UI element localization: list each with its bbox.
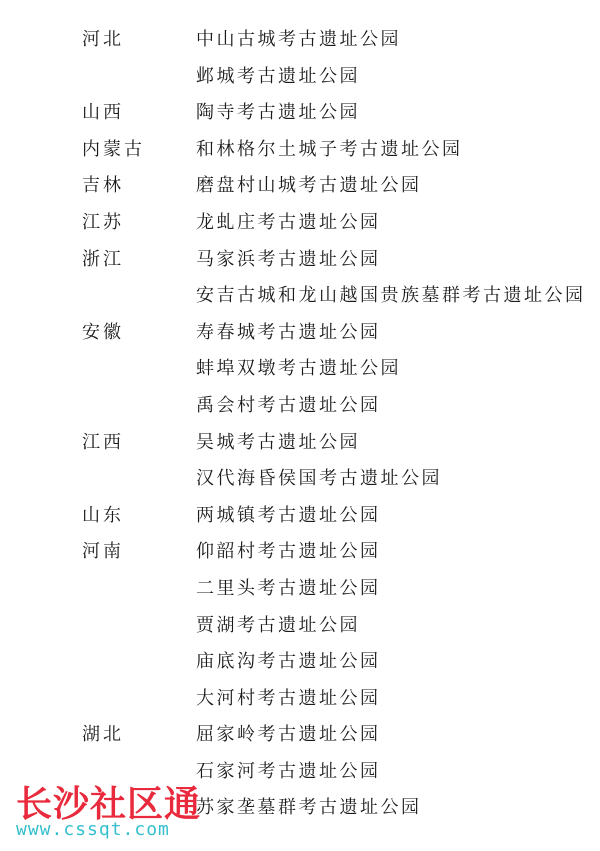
table-row (0, 717, 600, 754)
park-name-cell: 禹会村考古遗址公园 (196, 394, 381, 416)
table-row (0, 205, 600, 242)
park-name-cell: 蚌埠双墩考古遗址公园 (196, 358, 401, 380)
table-row (0, 608, 600, 645)
park-name-cell: 二里头考古遗址公园 (196, 577, 381, 599)
province-cell: 河北 (82, 29, 124, 50)
province-cell: 安徽 (82, 321, 124, 343)
table-row (0, 681, 600, 718)
province-cell: 江西 (82, 431, 124, 453)
watermark-title: 长沙社区通 (16, 784, 202, 825)
park-name-cell: 屈家岭考古遗址公园 (196, 724, 381, 746)
table-row (0, 351, 600, 388)
park-name-cell: 中山古城考古遗址公园 (196, 29, 401, 50)
table-row (0, 132, 600, 169)
table-row (0, 388, 600, 425)
province-cell: 湖北 (82, 724, 124, 746)
table-row (0, 95, 600, 132)
province-cell: 浙江 (82, 248, 124, 270)
province-cell: 吉林 (82, 175, 124, 197)
park-name-cell: 陶寺考古遗址公园 (196, 102, 360, 124)
province-cell: 河南 (82, 541, 124, 563)
table-row (0, 534, 600, 571)
table-row (0, 168, 600, 205)
park-name-cell: 大河村考古遗址公园 (196, 687, 381, 709)
park-list (0, 22, 600, 827)
park-name-cell: 龙虬庄考古遗址公园 (196, 211, 381, 233)
park-name-cell: 石家河考古遗址公园 (196, 760, 381, 782)
province-cell: 江苏 (82, 211, 124, 233)
table-row (0, 22, 600, 59)
park-name-cell: 汉代海昏侯国考古遗址公园 (196, 468, 442, 490)
park-name-cell: 安吉古城和龙山越国贵族墓群考古遗址公园 (196, 285, 586, 307)
park-name-cell: 贾湖考古遗址公园 (196, 614, 360, 636)
table-row (0, 461, 600, 498)
table-row (0, 498, 600, 535)
table-row (0, 59, 600, 96)
park-name-cell: 两城镇考古遗址公园 (196, 504, 381, 526)
park-name-cell: 庙底沟考古遗址公园 (196, 651, 381, 673)
watermark (8, 776, 248, 846)
table-row (0, 242, 600, 279)
park-name-cell: 寿春城考古遗址公园 (196, 321, 381, 343)
province-cell: 内蒙古 (82, 138, 145, 160)
park-name-cell: 苏家垄墓群考古遗址公园 (196, 797, 422, 819)
table-row (0, 644, 600, 681)
table-row (0, 571, 600, 608)
table-row (0, 278, 600, 315)
park-name-cell: 邺城考古遗址公园 (196, 65, 360, 87)
park-name-cell: 吴城考古遗址公园 (196, 431, 360, 453)
province-cell: 山东 (82, 504, 124, 526)
park-name-cell: 和林格尔土城子考古遗址公园 (196, 138, 463, 160)
park-name-cell: 仰韶村考古遗址公园 (196, 541, 381, 563)
park-name-cell: 磨盘村山城考古遗址公园 (196, 175, 422, 197)
table-row (0, 425, 600, 462)
watermark-url: www.cssqt.com (16, 819, 170, 840)
table-row (0, 315, 600, 352)
park-name-cell: 马家浜考古遗址公园 (196, 248, 381, 270)
province-cell: 山西 (82, 102, 124, 124)
